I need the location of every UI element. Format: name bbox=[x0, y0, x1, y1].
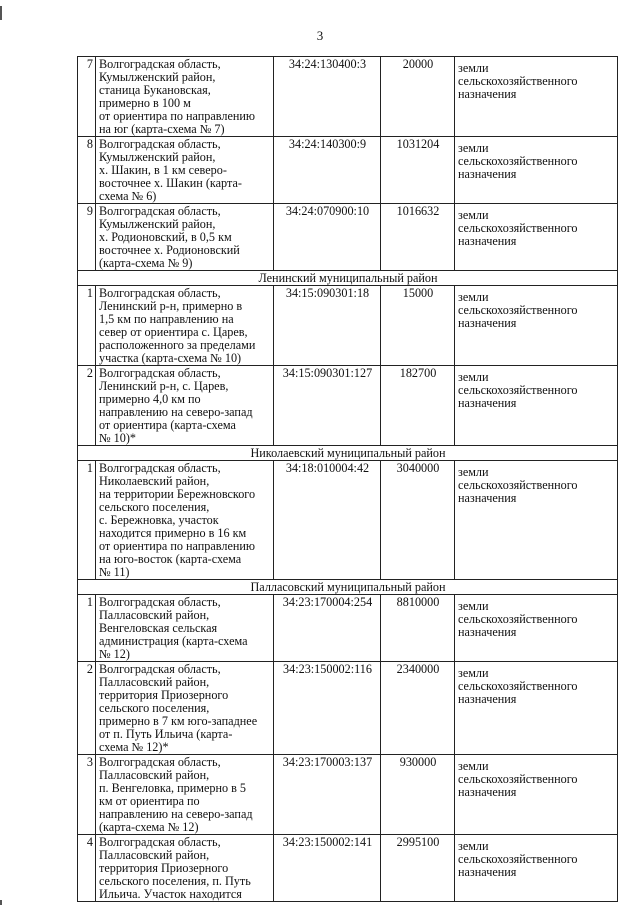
area-value: 8810000 bbox=[381, 595, 455, 662]
row-number: 9 bbox=[78, 204, 96, 271]
location-line: территория Приозерного bbox=[99, 688, 229, 702]
land-category-line: сельскохозяйственного bbox=[458, 303, 578, 317]
table-row bbox=[78, 286, 618, 366]
land-category-cell bbox=[455, 366, 618, 446]
cadastral-number: 34:18:010004:42 bbox=[274, 461, 381, 580]
area-value: 1031204 bbox=[381, 137, 455, 204]
location-line: Ленинский р-н, с. Царев, bbox=[99, 379, 229, 393]
location-line: Волгоградская область, bbox=[99, 595, 221, 609]
location-line: Кумылженский район, bbox=[99, 70, 216, 84]
land-category-line: назначения bbox=[458, 234, 517, 248]
section-title: Николаевский муниципальный район bbox=[78, 446, 618, 461]
location-line: восточнее х. Родионовский bbox=[99, 243, 240, 257]
land-category-line: назначения bbox=[458, 167, 517, 181]
table-row bbox=[78, 137, 618, 204]
land-category-cell bbox=[455, 595, 618, 662]
table-row bbox=[78, 204, 618, 271]
location-line: примерно 4,0 км по bbox=[99, 392, 201, 406]
area-value: 15000 bbox=[381, 286, 455, 366]
land-category-line: земли bbox=[458, 599, 489, 613]
row-number: 1 bbox=[78, 286, 96, 366]
section-header-row bbox=[78, 446, 618, 461]
binding-mark bbox=[0, 900, 2, 905]
table-row bbox=[78, 755, 618, 835]
table-row bbox=[78, 366, 618, 446]
land-category-line: назначения bbox=[458, 865, 517, 879]
row-number: 3 bbox=[78, 755, 96, 835]
location-line: Ильича. Участок находится bbox=[99, 887, 242, 901]
land-plots-table bbox=[77, 56, 618, 902]
land-category-line: назначения bbox=[458, 625, 517, 639]
location-line: на территории Бережновского bbox=[99, 487, 256, 501]
land-category-line: земли bbox=[458, 465, 489, 479]
location-line: Палласовский район, bbox=[99, 768, 210, 782]
location-line: Волгоградская область, bbox=[99, 662, 221, 676]
location-line: Волгоградская область, bbox=[99, 57, 221, 71]
row-number: 1 bbox=[78, 595, 96, 662]
area-value: 1016632 bbox=[381, 204, 455, 271]
location-line: от п. Путь Ильича (карта- bbox=[99, 727, 233, 741]
location-cell bbox=[96, 57, 274, 137]
section-header-row bbox=[78, 271, 618, 286]
land-category-cell bbox=[455, 755, 618, 835]
land-category-line: назначения bbox=[458, 396, 517, 410]
location-line: (карта-схема № 12) bbox=[99, 820, 199, 834]
land-category-line: земли bbox=[458, 141, 489, 155]
location-line: Волгоградская область, bbox=[99, 286, 221, 300]
table-row bbox=[78, 835, 618, 902]
location-line: схема № 6) bbox=[99, 189, 157, 203]
land-category-line: земли bbox=[458, 839, 489, 853]
location-line: № 12) bbox=[99, 647, 130, 661]
location-line: Палласовский район, bbox=[99, 608, 210, 622]
location-line: сельского поселения, п. Путь bbox=[99, 874, 251, 888]
row-number: 2 bbox=[78, 366, 96, 446]
land-category-line: назначения bbox=[458, 87, 517, 101]
table-row bbox=[78, 461, 618, 580]
land-category-line: сельскохозяйственного bbox=[458, 612, 578, 626]
land-category-line: земли bbox=[458, 290, 489, 304]
land-category-line: земли bbox=[458, 61, 489, 75]
row-number: 2 bbox=[78, 662, 96, 755]
section-header-row bbox=[78, 580, 618, 595]
land-category-cell bbox=[455, 57, 618, 137]
land-category-cell bbox=[455, 835, 618, 902]
land-category-line: земли bbox=[458, 208, 489, 222]
land-category-line: назначения bbox=[458, 692, 517, 706]
area-value: 182700 bbox=[381, 366, 455, 446]
location-line: Николаевский район, bbox=[99, 474, 210, 488]
section-title: Палласовский муниципальный район bbox=[78, 580, 618, 595]
land-category-line: сельскохозяйственного bbox=[458, 478, 578, 492]
land-category-line: земли bbox=[458, 666, 489, 680]
land-category-cell bbox=[455, 461, 618, 580]
location-line: станица Букановская, bbox=[99, 83, 211, 97]
cadastral-number: 34:15:090301:127 bbox=[274, 366, 381, 446]
location-line: сельского поселения, bbox=[99, 701, 210, 715]
location-line: схема № 12)* bbox=[99, 740, 169, 754]
location-line: от ориентира (карта-схема bbox=[99, 418, 236, 432]
location-line: Кумылженский район, bbox=[99, 150, 216, 164]
location-line: на юго-восток (карта-схема bbox=[99, 552, 242, 566]
location-line: администрация (карта-схема bbox=[99, 634, 248, 648]
area-value: 3040000 bbox=[381, 461, 455, 580]
location-line: с. Бережновка, участок bbox=[99, 513, 219, 527]
location-line: Волгоградская область, bbox=[99, 204, 221, 218]
location-line: № 10)* bbox=[99, 431, 137, 445]
location-cell bbox=[96, 835, 274, 902]
location-line: Кумылженский район, bbox=[99, 217, 216, 231]
land-category-line: сельскохозяйственного bbox=[458, 679, 578, 693]
row-number: 4 bbox=[78, 835, 96, 902]
area-value: 20000 bbox=[381, 57, 455, 137]
location-line: территория Приозерного bbox=[99, 861, 229, 875]
land-category-line: назначения bbox=[458, 491, 517, 505]
location-cell bbox=[96, 366, 274, 446]
location-line: примерно в 7 км юго-западнее bbox=[99, 714, 258, 728]
land-category-line: сельскохозяйственного bbox=[458, 221, 578, 235]
land-category-line: земли bbox=[458, 370, 489, 384]
location-line: Ленинский р-н, примерно в bbox=[99, 299, 243, 313]
location-line: примерно в 100 м bbox=[99, 96, 191, 110]
location-line: Волгоградская область, bbox=[99, 137, 221, 151]
cadastral-number: 34:23:170004:254 bbox=[274, 595, 381, 662]
table-row bbox=[78, 595, 618, 662]
location-line: север от ориентира с. Царев, bbox=[99, 325, 248, 339]
land-category-line: назначения bbox=[458, 316, 517, 330]
location-cell bbox=[96, 137, 274, 204]
page-number: 3 bbox=[316, 28, 324, 43]
land-category-cell bbox=[455, 286, 618, 366]
cadastral-number: 34:24:070900:10 bbox=[274, 204, 381, 271]
land-category-cell bbox=[455, 137, 618, 204]
location-line: от ориентира по направлению bbox=[99, 109, 256, 123]
row-number: 1 bbox=[78, 461, 96, 580]
location-line: Волгоградская область, bbox=[99, 755, 221, 769]
location-line: Венгеловская сельская bbox=[99, 621, 218, 635]
location-line: расположенного за пределами bbox=[99, 338, 256, 352]
location-line: 1,5 км по направлению на bbox=[99, 312, 234, 326]
row-number: 8 bbox=[78, 137, 96, 204]
location-line: Палласовский район, bbox=[99, 675, 210, 689]
land-category-line: сельскохозяйственного bbox=[458, 154, 578, 168]
location-line: № 11) bbox=[99, 565, 130, 579]
area-value: 2995100 bbox=[381, 835, 455, 902]
location-line: находится примерно в 16 км bbox=[99, 526, 247, 540]
location-line: сельского поселения, bbox=[99, 500, 210, 514]
land-category-line: сельскохозяйственного bbox=[458, 772, 578, 786]
cadastral-number: 34:24:140300:9 bbox=[274, 137, 381, 204]
location-line: Волгоградская область, bbox=[99, 835, 221, 849]
area-value: 930000 bbox=[381, 755, 455, 835]
table-row bbox=[78, 57, 618, 137]
location-cell bbox=[96, 755, 274, 835]
location-line: км от ориентира по bbox=[99, 794, 200, 808]
land-category-line: земли bbox=[458, 759, 489, 773]
location-line: участка (карта-схема № 10) bbox=[99, 351, 242, 365]
cadastral-number: 34:24:130400:3 bbox=[274, 57, 381, 137]
land-category-line: сельскохозяйственного bbox=[458, 852, 578, 866]
cadastral-number: 34:15:090301:18 bbox=[274, 286, 381, 366]
location-line: (карта-схема № 9) bbox=[99, 256, 193, 270]
location-line: п. Венгеловка, примерно в 5 bbox=[99, 781, 247, 795]
location-line: Волгоградская область, bbox=[99, 461, 221, 475]
location-cell bbox=[96, 461, 274, 580]
table-row bbox=[78, 662, 618, 755]
location-line: направлению на северо-запад bbox=[99, 807, 253, 821]
location-line: Палласовский район, bbox=[99, 848, 210, 862]
location-cell bbox=[96, 204, 274, 271]
location-line: на юг (карта-схема № 7) bbox=[99, 122, 225, 136]
location-cell bbox=[96, 662, 274, 755]
binding-mark bbox=[0, 6, 2, 20]
location-cell bbox=[96, 595, 274, 662]
location-line: х. Родионовский, в 0,5 км bbox=[99, 230, 232, 244]
land-category-line: сельскохозяйственного bbox=[458, 383, 578, 397]
cadastral-number: 34:23:150002:116 bbox=[274, 662, 381, 755]
row-number: 7 bbox=[78, 57, 96, 137]
cadastral-number: 34:23:170003:137 bbox=[274, 755, 381, 835]
location-line: восточнее х. Шакин (карта- bbox=[99, 176, 242, 190]
location-line: Волгоградская область, bbox=[99, 366, 221, 380]
land-category-cell bbox=[455, 662, 618, 755]
location-line: направлению на северо-запад bbox=[99, 405, 253, 419]
location-cell bbox=[96, 286, 274, 366]
area-value: 2340000 bbox=[381, 662, 455, 755]
land-category-cell bbox=[455, 204, 618, 271]
land-category-line: назначения bbox=[458, 785, 517, 799]
cadastral-number: 34:23:150002:141 bbox=[274, 835, 381, 902]
location-line: х. Шакин, в 1 км северо- bbox=[99, 163, 227, 177]
land-category-line: сельскохозяйственного bbox=[458, 74, 578, 88]
section-title: Ленинский муниципальный район bbox=[78, 271, 618, 286]
location-line: от ориентира по направлению bbox=[99, 539, 256, 553]
